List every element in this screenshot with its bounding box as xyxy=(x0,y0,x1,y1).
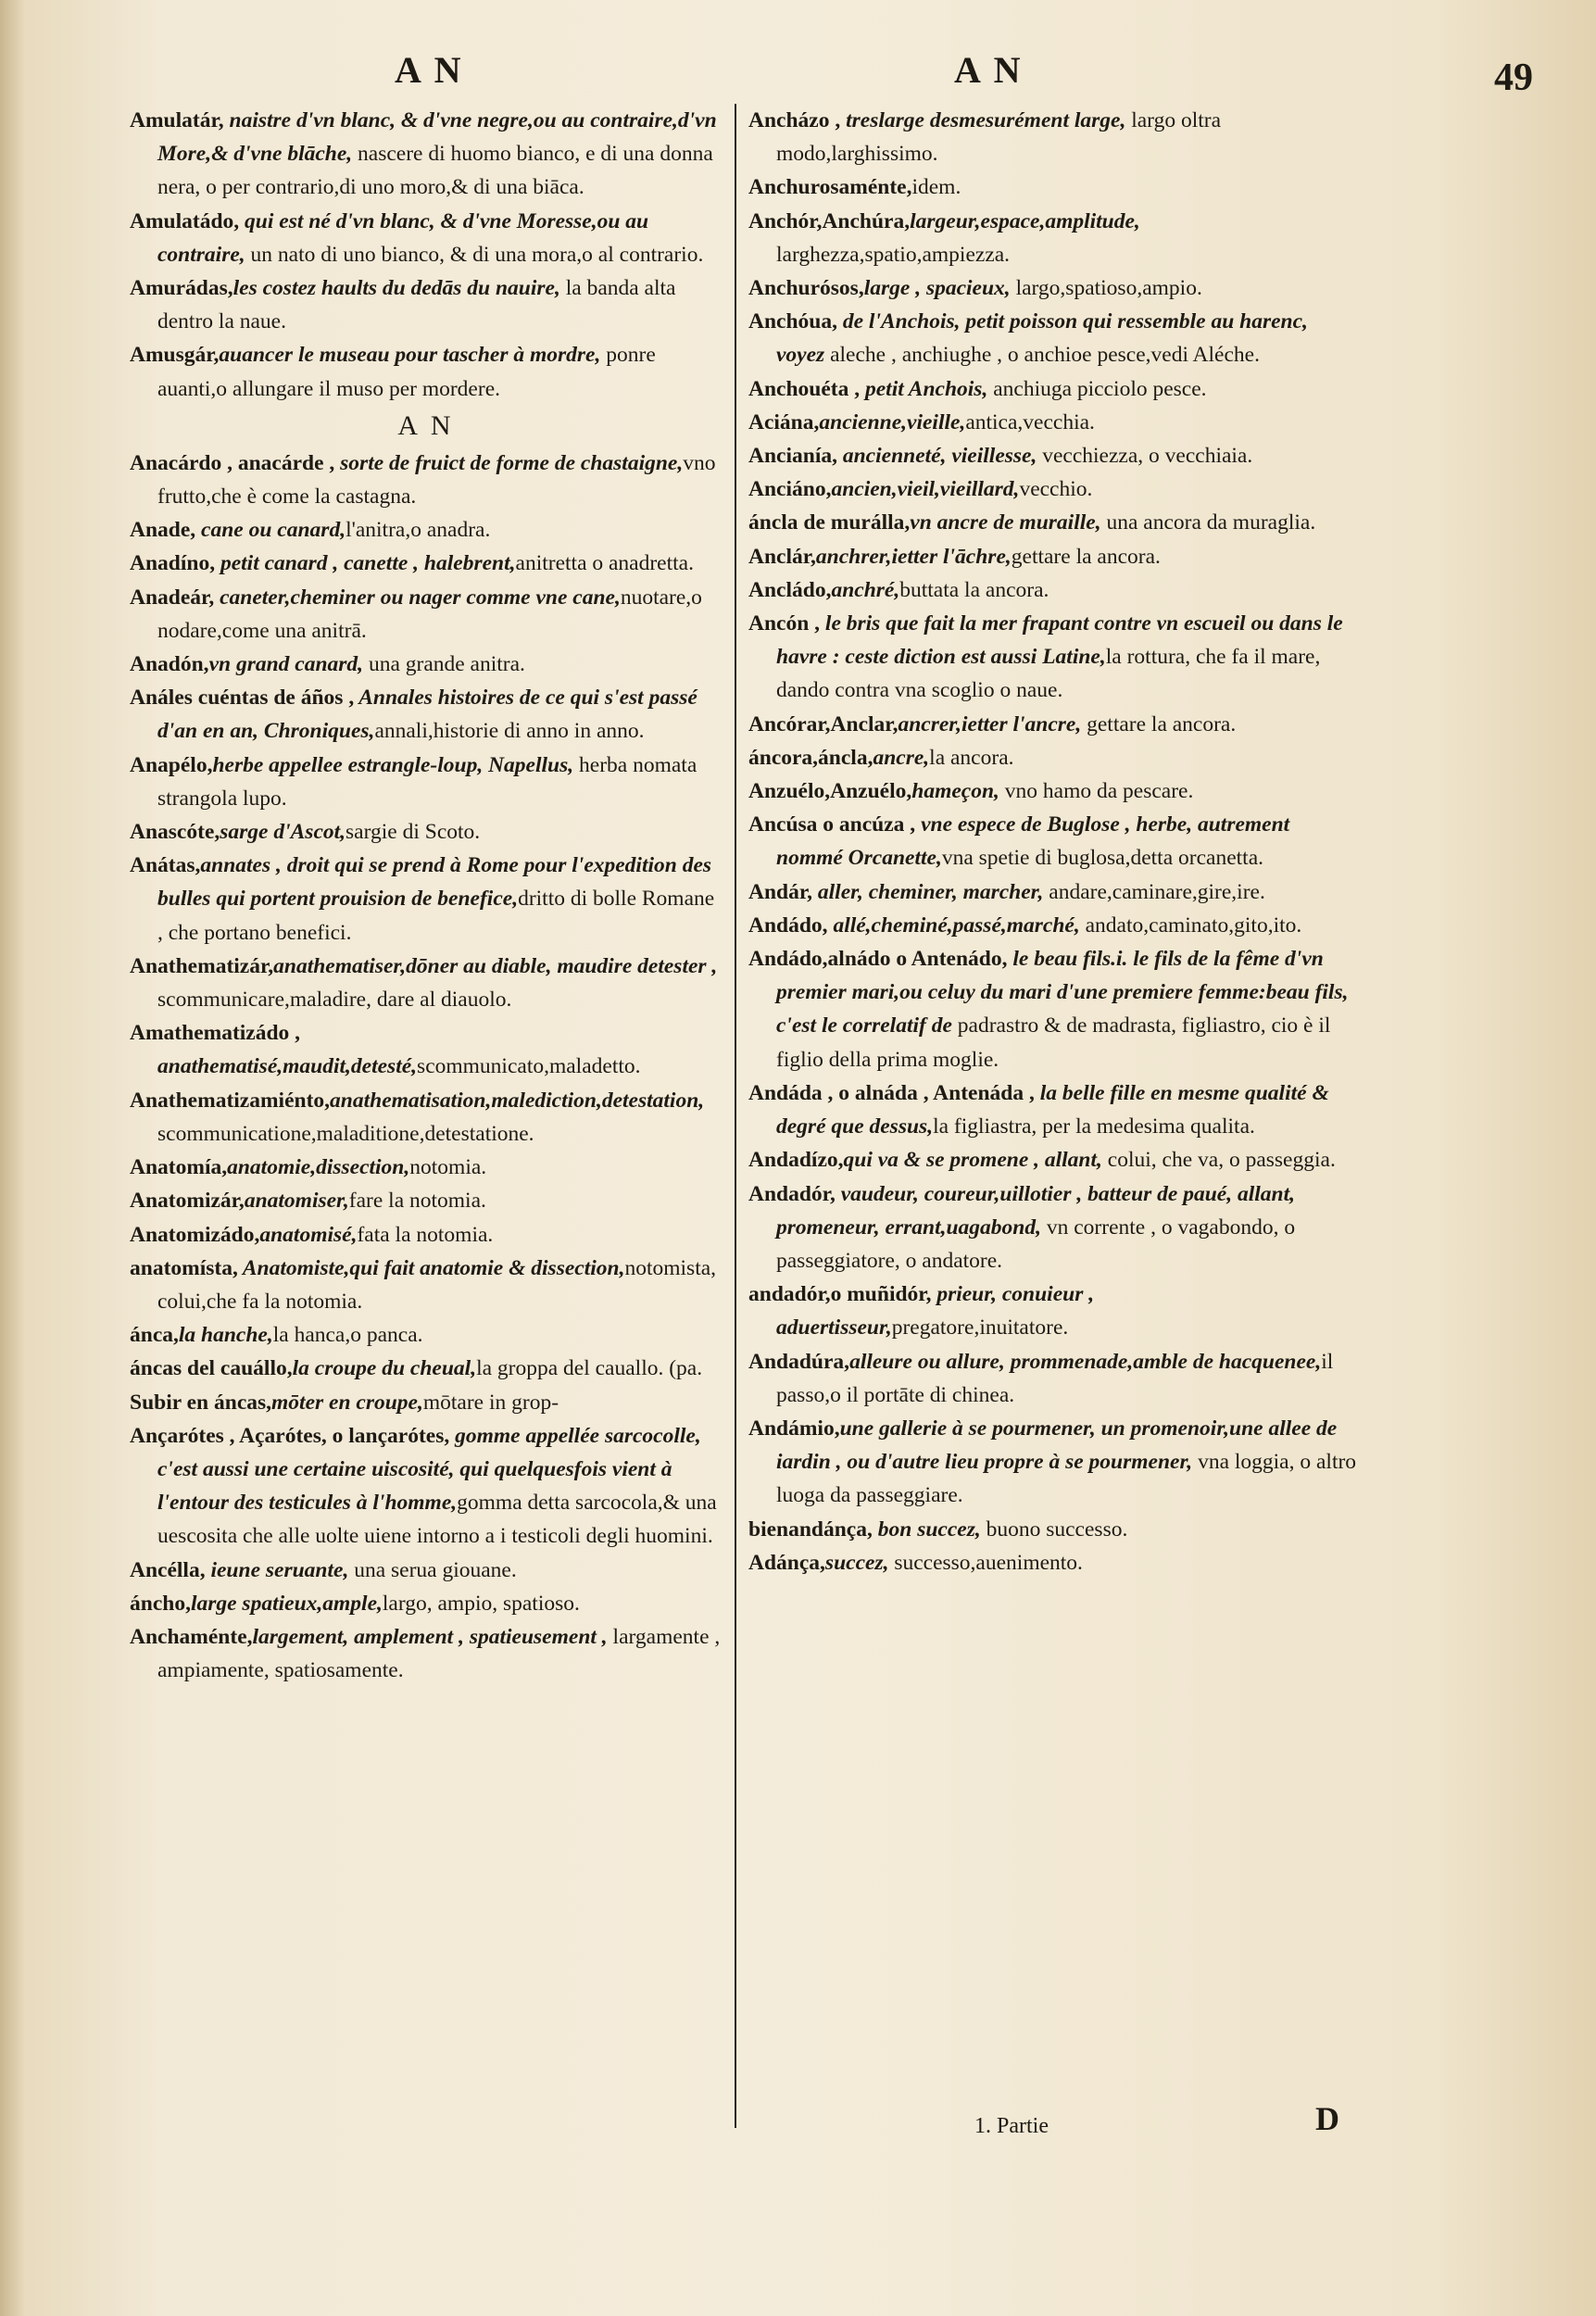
dictionary-entry xyxy=(748,271,1360,305)
headword: Amulatár, xyxy=(130,108,224,132)
italian-gloss: vno hamo da pescare. xyxy=(999,779,1194,804)
headword: Andádo, xyxy=(748,913,828,938)
french-gloss: petit Anchois, xyxy=(860,376,988,401)
headword: Anclár, xyxy=(748,544,816,569)
italian-gloss: herba nomata strangola lupo. xyxy=(157,752,697,811)
headword: Análes cuéntas de áños , xyxy=(130,686,355,711)
dictionary-entry xyxy=(748,1412,1360,1513)
french-gloss: caneter,cheminer ou nager comme vne cane, xyxy=(214,585,621,610)
dictionary-entry xyxy=(130,1318,723,1352)
french-gloss: anathematisé,maudit,detesté, xyxy=(157,1054,418,1079)
french-gloss: qui va & se promene , allant, xyxy=(843,1148,1102,1173)
dictionary-entry xyxy=(748,1546,1360,1580)
headword: Andadúra, xyxy=(748,1349,850,1374)
column-rule xyxy=(735,104,736,2128)
french-gloss: largement, amplement , spatieusement , xyxy=(252,1624,608,1649)
headword: Anchaménte, xyxy=(130,1624,253,1649)
french-gloss: sorte de fruict de forme de chastaigne, xyxy=(334,450,684,475)
italian-gloss: gettare la ancora. xyxy=(1081,711,1237,736)
headword: áncla de murálla, xyxy=(748,510,911,535)
dictionary-entry xyxy=(130,1252,723,1318)
dictionary-entry xyxy=(748,909,1360,942)
italian-gloss: l'anitra,o anadra. xyxy=(346,518,491,543)
french-gloss: vaudeur, coureur,uillotier , batteur de paué, allant, promeneur, errant,uagabond, xyxy=(776,1181,1296,1240)
dictionary-entry xyxy=(130,1084,723,1151)
french-gloss: sarge d'Ascot, xyxy=(220,820,346,845)
headword: Anchór,Anchúra, xyxy=(748,208,911,233)
italian-gloss: nuotare,o nodare,come una anitrā. xyxy=(157,585,702,643)
italian-gloss: andato,caminato,gito,ito. xyxy=(1079,913,1302,938)
dictionary-entry xyxy=(130,849,723,950)
headword: Anchurósos, xyxy=(748,276,864,301)
headword: Amathematizádo , xyxy=(130,1021,301,1046)
italian-gloss: una ancora da muraglia. xyxy=(1100,510,1316,535)
italian-gloss: una serua giouane. xyxy=(348,1557,517,1582)
headword: Andadízo, xyxy=(748,1148,844,1173)
dictionary-entry xyxy=(748,406,1360,439)
french-gloss: annates , droit qui se prend à Rome pour l'expedition des bulles qui portent prouision de benefice, xyxy=(157,853,712,912)
dictionary-entry xyxy=(130,1620,723,1687)
headword: Anatomizádo, xyxy=(130,1222,260,1247)
headword: Anathematizár, xyxy=(130,953,274,978)
italian-gloss: pregatore,inuitatore. xyxy=(891,1315,1069,1341)
dictionary-entry xyxy=(130,648,723,681)
italian-gloss: fare la notomia. xyxy=(348,1189,486,1214)
french-gloss: anathematiser,dōner au diable, maudire detester , xyxy=(273,953,718,978)
headword: Ancládo, xyxy=(748,577,832,602)
dictionary-entry xyxy=(748,708,1360,741)
dictionary-entry xyxy=(130,104,723,205)
italian-gloss: sargie di Scoto. xyxy=(346,820,481,845)
dictionary-entry xyxy=(130,205,723,271)
italian-gloss: fata la notomia. xyxy=(357,1222,494,1247)
dictionary-entry xyxy=(748,305,1360,371)
dictionary-entry xyxy=(130,513,723,547)
headword: bienandánça, xyxy=(748,1517,873,1542)
italian-gloss: vno frutto,che è come la castagna. xyxy=(157,450,716,510)
italian-gloss: andare,caminare,gire,ire. xyxy=(1043,879,1265,904)
french-gloss: ancienneté, vieillesse, xyxy=(836,444,1037,469)
dictionary-entry xyxy=(748,170,1360,204)
italian-gloss: gettare la ancora. xyxy=(1011,544,1161,569)
dictionary-entry xyxy=(130,547,723,580)
italian-gloss: scommunicare,maladire, dare al diauolo. xyxy=(157,988,512,1013)
dictionary-entry xyxy=(748,741,1360,774)
italian-gloss: largo oltra modo,larghissimo. xyxy=(776,108,1222,167)
headword: Ancélla, xyxy=(130,1557,206,1582)
french-gloss: ancien,vieil,vieillard, xyxy=(831,477,1020,502)
french-gloss: la hanche, xyxy=(178,1323,273,1348)
dictionary-entry xyxy=(748,942,1360,1076)
headword: Subir en áncas, xyxy=(130,1390,272,1415)
italian-gloss: nascere di huomo bianco, e di una donna nera, o per contrario,di uno moro,& di una biāca. xyxy=(157,142,713,200)
headword: Andár, xyxy=(748,879,813,904)
french-gloss: vn ancre de muraille, xyxy=(910,510,1101,535)
dictionary-entry xyxy=(130,1587,723,1620)
french-gloss: anatomisé, xyxy=(259,1222,358,1247)
italian-gloss: largo, ampio, spatioso. xyxy=(382,1591,580,1616)
dictionary-entry xyxy=(130,1352,723,1385)
signature-mark: 1. Partie xyxy=(974,2114,1049,2138)
italian-gloss: buono successo. xyxy=(980,1517,1128,1542)
headword: áncho, xyxy=(130,1591,191,1616)
italian-gloss: mōtare in grop- xyxy=(422,1390,559,1415)
italian-gloss: scommunicato,maladetto. xyxy=(417,1054,641,1079)
headword: Anátas, xyxy=(130,853,201,878)
dictionary-entry xyxy=(748,1177,1360,1278)
headword: Anadón, xyxy=(130,652,209,677)
italian-gloss: buttata la ancora. xyxy=(899,577,1049,602)
headword: Andámio, xyxy=(748,1416,840,1441)
french-gloss: alleure ou allure, prommenade,amble de hacquenee, xyxy=(849,1349,1322,1374)
headword: anatomísta, xyxy=(130,1255,238,1280)
headword: Andadór, xyxy=(748,1181,836,1206)
running-head-left: A N xyxy=(395,49,464,91)
french-gloss: large , spacieux, xyxy=(863,276,1011,301)
french-gloss: anathematisation,malediction,detestation, xyxy=(330,1088,705,1113)
headword: Amulatádo, xyxy=(130,208,240,233)
italian-gloss: vna loggia, o altro luoga da passeggiare. xyxy=(776,1450,1357,1508)
french-gloss: ancre, xyxy=(873,745,930,770)
dictionary-entry xyxy=(130,1016,723,1083)
dictionary-entry xyxy=(130,581,723,648)
italian-gloss: anitretta o anadretta. xyxy=(515,551,694,576)
headword: áncas del cauállo, xyxy=(130,1356,293,1381)
italian-gloss: un nato di uno bianco, & di una mora,o al contrario. xyxy=(245,242,704,267)
headword: Amusgár, xyxy=(130,343,220,368)
dictionary-entry xyxy=(748,875,1360,909)
italian-gloss: notomista, colui,che fa la notomia. xyxy=(157,1255,717,1314)
dictionary-entry xyxy=(748,774,1360,808)
italian-gloss: una grande anitra. xyxy=(363,652,525,677)
italian-gloss: padrastro & de madrasta, figliastro, cio è il figlio della prima moglie. xyxy=(776,1013,1331,1072)
dictionary-entry xyxy=(130,1554,723,1587)
italian-gloss: il passo,o il portāte di chinea. xyxy=(776,1349,1334,1407)
headword: Anadeár, xyxy=(130,585,215,610)
italian-gloss: anchiuga picciolo pesce. xyxy=(987,376,1207,401)
italian-gloss: gomma detta sarcocola,& una uescosita che alle uolte uiene intorno a i testicoli degli huomini. xyxy=(157,1491,717,1549)
french-gloss: petit canard , canette , halebrent, xyxy=(215,551,516,576)
dictionary-entry xyxy=(748,540,1360,573)
french-gloss: large spatieux,ample, xyxy=(190,1591,383,1616)
headword: Anathematizamiénto, xyxy=(130,1088,331,1113)
italian-gloss: larghezza,spatio,ampiezza. xyxy=(776,242,1011,267)
french-gloss: herbe appellee estrangle-loup, Napellus, xyxy=(212,752,574,777)
headword: andadór,o muñidór, xyxy=(748,1282,932,1307)
italian-gloss: aleche , anchiughe , o anchioe pesce,vedi Aléche. xyxy=(824,343,1260,368)
italian-gloss: la figliastra, per la medesima qualita. xyxy=(933,1114,1255,1139)
headword: ánca, xyxy=(130,1323,179,1348)
headword: Anascóte, xyxy=(130,820,220,845)
french-gloss: le bris que fait la mer frapant contre vn escueil ou dans le havre : ceste diction est aussi Latine, xyxy=(776,611,1343,670)
french-gloss: cane ou canard, xyxy=(195,518,346,543)
french-gloss: succez, xyxy=(824,1550,889,1575)
left-column xyxy=(130,104,723,1687)
right-column xyxy=(748,104,1360,1580)
italian-gloss: dritto di bolle Romane , che portano benefici. xyxy=(157,887,715,945)
headword: Ancórar,Anclar, xyxy=(748,711,899,736)
french-gloss: prieur, conuieur , aduertisseur, xyxy=(776,1282,1095,1341)
headword: Andádo,alnádo o Antenádo, xyxy=(748,947,1008,972)
dictionary-entry xyxy=(748,808,1360,875)
italian-gloss: largamente , ampiamente, spatiosamente. xyxy=(157,1624,721,1683)
dictionary-entry xyxy=(748,372,1360,406)
headword: Ancházo , xyxy=(748,108,841,132)
italian-gloss: la groppa del cauallo. (pa. xyxy=(476,1356,703,1381)
italian-gloss: vna spetie di buglosa,detta orcanetta. xyxy=(941,846,1263,871)
headword: Anchurosaménte, xyxy=(748,175,912,200)
headword: Anatomía, xyxy=(130,1155,228,1180)
french-gloss: treslarge desmesurément large, xyxy=(840,108,1126,132)
french-gloss: ieune seruante, xyxy=(205,1557,349,1582)
headword: Anchouéta , xyxy=(748,376,861,401)
section-heading: A N xyxy=(397,409,455,441)
french-gloss: vn grand canard, xyxy=(208,652,364,677)
headword: Adánça, xyxy=(748,1550,825,1575)
french-gloss: ancrer,ietter l'ancre, xyxy=(898,711,1082,736)
french-gloss: auancer le museau pour tascher à mordre, xyxy=(219,343,601,368)
italian-gloss: colui, che va, o passeggia. xyxy=(1101,1148,1336,1173)
italian-gloss: la hanca,o panca. xyxy=(272,1323,423,1348)
italian-gloss: la ancora. xyxy=(929,745,1014,770)
italian-gloss: idem. xyxy=(911,175,961,200)
italian-gloss: annali,historie di anno in anno. xyxy=(374,719,645,744)
headword: áncora,áncla, xyxy=(748,745,873,770)
italian-gloss: vn corrente , o vagabondo, o passeggiatore, o andatore. xyxy=(776,1215,1296,1273)
headword: Anade, xyxy=(130,518,196,543)
french-gloss: anchrer,ietter l'āchre, xyxy=(815,544,1012,569)
dictionary-entry xyxy=(748,439,1360,472)
french-gloss: de l'Anchois, petit poisson qui ressemble au harenc, voyez xyxy=(776,309,1308,368)
headword: Amurádas, xyxy=(130,276,233,301)
dictionary-entry xyxy=(748,1513,1360,1546)
french-gloss: qui est né d'vn blanc, & d'vne Moresse,ou au contraire, xyxy=(157,208,649,267)
page-number: 49 xyxy=(1494,57,1533,99)
headword: Ancón , xyxy=(748,611,821,636)
dictionary-entry xyxy=(748,573,1360,607)
italian-gloss: vecchio. xyxy=(1019,477,1093,502)
dictionary-entry xyxy=(748,506,1360,539)
italian-gloss: la banda alta dentro la naue. xyxy=(157,276,676,334)
french-gloss: la croupe du cheual, xyxy=(292,1356,477,1381)
italian-gloss: vecchiezza, o vecchiaia. xyxy=(1037,444,1253,469)
french-gloss: largeur,espace,amplitude, xyxy=(910,208,1140,233)
dictionary-entry xyxy=(130,1218,723,1252)
french-gloss: mōter en croupe, xyxy=(271,1390,423,1415)
french-gloss: Annales histoires de ce qui s'est passé d'an en an, Chroniques, xyxy=(157,686,697,744)
running-head-right: A N xyxy=(954,49,1024,91)
dictionary-entry xyxy=(130,749,723,815)
headword: Ançarótes , Açarótes, o lançarótes, xyxy=(130,1423,450,1448)
french-gloss: anatomiser, xyxy=(244,1189,349,1214)
italian-gloss: successo,auenimento. xyxy=(888,1550,1083,1575)
italian-gloss: notomia. xyxy=(409,1155,487,1180)
french-gloss: les costez haults du dedās du nauire, xyxy=(232,276,560,301)
italian-gloss: largo,spatioso,ampio. xyxy=(1010,276,1202,301)
dictionary-entry xyxy=(748,1278,1360,1344)
french-gloss: hameçon, xyxy=(911,779,999,804)
italian-gloss: scommunicatione,maladitione,detestatione. xyxy=(157,1121,534,1146)
dictionary-entry xyxy=(130,1184,723,1217)
dictionary-entry xyxy=(130,271,723,338)
headword: Andáda , o alnáda , Antenáda , xyxy=(748,1080,1035,1105)
dictionary-entry xyxy=(748,205,1360,271)
dictionary-entry xyxy=(130,681,723,748)
headword: Anapélo, xyxy=(130,752,213,777)
headword: Anzuélo,Anzuélo, xyxy=(748,779,912,804)
headword: Aciána, xyxy=(748,409,820,434)
french-gloss: ancienne,vieille, xyxy=(819,409,966,434)
french-gloss: la belle fille en mesme qualité & degré que dessus, xyxy=(776,1080,1329,1139)
gathering-mark: D xyxy=(1315,2100,1339,2137)
dictionary-entry xyxy=(130,815,723,849)
french-gloss: anatomie,dissection, xyxy=(227,1155,410,1180)
french-gloss: le beau fils.i. le fils de la fême d'vn premier mari,ou celuy du mari d'une premiere femme:beau fils, c'est le correlatif de xyxy=(776,947,1349,1038)
french-gloss: gomme appellée sarcocolle, c'est aussi une certaine uiscosité, qui quelquesfois vient à l'entour des testicules à l'homme, xyxy=(157,1423,701,1516)
headword: Anchóua, xyxy=(748,309,837,334)
french-gloss: aller, cheminer, marcher, xyxy=(812,879,1044,904)
headword: Anatomizár, xyxy=(130,1189,245,1214)
french-gloss: naistre d'vn blanc, & d'vne negre,ou au contraire,d'vn More,& d'vne blāche, xyxy=(157,108,717,167)
dictionary-entry xyxy=(130,1386,723,1419)
headword: Anciáno, xyxy=(748,477,832,502)
dictionary-entry xyxy=(748,104,1360,170)
dictionary-entry xyxy=(748,1345,1360,1412)
dictionary-entry xyxy=(748,1076,1360,1143)
dictionary-entry xyxy=(130,1151,723,1184)
dictionary-entry xyxy=(130,338,723,405)
italian-gloss: ponre auanti,o allungare il muso per mordere. xyxy=(157,343,656,401)
french-gloss: anchré, xyxy=(831,577,900,602)
dictionary-entry xyxy=(748,1143,1360,1177)
dictionary-entry xyxy=(130,447,723,513)
french-gloss: allé,cheminé,passé,marché, xyxy=(827,913,1080,938)
italian-gloss: antica,vecchia. xyxy=(965,409,1095,434)
french-gloss: une gallerie à se pourmener, un promenoir,une allee de iardin , ou d'autre lieu propre à se pourmener, xyxy=(776,1416,1338,1475)
dictionary-entry xyxy=(130,950,723,1016)
headword: Ancianía, xyxy=(748,444,837,469)
french-gloss: Anatomiste,qui fait anatomie & dissection, xyxy=(237,1255,625,1280)
dictionary-entry xyxy=(130,1419,723,1554)
french-gloss: vne espece de Buglose , herbe, autrement nommé Orcanette, xyxy=(776,812,1290,871)
french-gloss: bon succez, xyxy=(872,1517,981,1542)
dictionary-entry xyxy=(748,472,1360,506)
italian-gloss: la rottura, che fa il mare, dando contra vna scoglio o naue. xyxy=(776,645,1321,703)
headword: Anadíno, xyxy=(130,551,216,576)
headword: Anacárdo , anacárde , xyxy=(130,450,335,475)
headword: Ancúsa o ancúza , xyxy=(748,812,916,837)
dictionary-entry xyxy=(748,607,1360,708)
